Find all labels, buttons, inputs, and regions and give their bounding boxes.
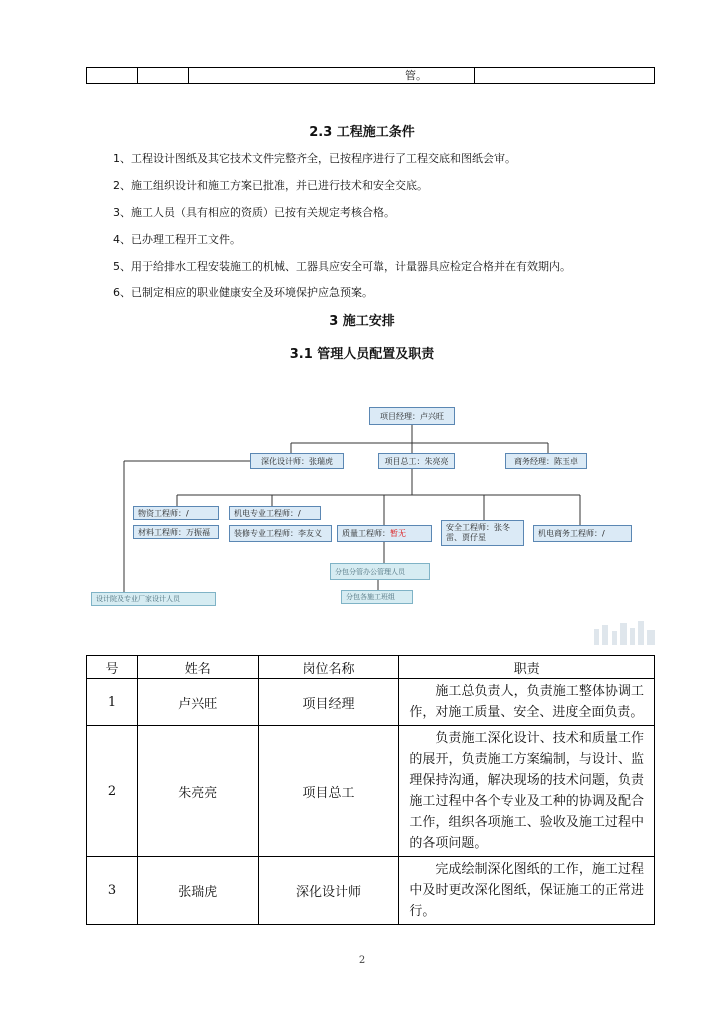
- header-no: 号: [87, 656, 138, 679]
- org-chief-engineer: 项目总工：朱亮亮: [378, 453, 455, 469]
- org-mep-business-engineer: 机电商务工程师：/: [533, 525, 632, 542]
- table-cell-text: 管。: [405, 69, 427, 82]
- row-name: 朱亮亮: [137, 726, 258, 857]
- header-name: 姓名: [137, 656, 258, 679]
- org-sub-construction: 分包各施工班组: [341, 590, 413, 604]
- row-no: 1: [87, 679, 138, 726]
- row-position: 项目经理: [258, 679, 399, 726]
- header-position: 岗位名称: [258, 656, 399, 679]
- staff-table: [86, 655, 655, 925]
- row-no: 2: [87, 726, 138, 857]
- section-3-1-title: 3.1 管理人员配置及职责: [289, 347, 435, 362]
- org-sub-management: 分包分管办公管理人员: [330, 563, 430, 580]
- page-number: 2: [358, 955, 366, 966]
- table-row: [87, 679, 655, 726]
- org-mep-engineer: 机电专业工程师：/: [229, 506, 321, 520]
- condition-item-6: 6、已制定相应的职业健康安全及环境保护应急预案。: [113, 286, 373, 299]
- row-position: 深化设计师: [258, 857, 399, 925]
- row-duty: 负责施工深化设计、技术和质量工作的展开，负责施工方案编制，与设计、监理保持沟通，解决现场的技术问题，负责施工过程中各个专业及工种的协调及配合工作，组织各项施工、验收及施工过程中的各项问题。: [399, 726, 655, 857]
- org-designer-staff: 设计院及专业厂家设计人员: [91, 592, 216, 606]
- header-duty: 职责: [399, 656, 655, 679]
- table-row: [87, 857, 655, 925]
- condition-item-2: 2、施工组织设计和施工方案已批准，并已进行技术和安全交底。: [113, 179, 428, 192]
- row-position: 项目总工: [258, 726, 399, 857]
- row-duty: 完成绘制深化图纸的工作，施工过程中及时更改深化图纸，保证施工的正常进行。: [399, 857, 655, 925]
- table-row: [87, 726, 655, 857]
- org-business-manager: 商务经理：陈玉卓: [505, 453, 587, 469]
- org-quality-engineer: [337, 525, 432, 542]
- org-material-engineer-2: 材料工程师：万振福: [133, 525, 219, 539]
- org-safety-engineer: 安全工程师：张冬雷、贾仔星: [441, 520, 524, 546]
- org-material-engineer: 物资工程师：/: [133, 506, 219, 520]
- org-decoration-engineer: 装修专业工程师：李友义: [229, 525, 332, 542]
- org-project-manager: 项目经理：卢兴旺: [369, 407, 455, 425]
- condition-item-1: 1、工程设计图纸及其它技术文件完整齐全，已按程序进行了工程交底和图纸会审。: [113, 152, 516, 165]
- skyline-image: [590, 621, 658, 645]
- condition-item-3: 3、施工人员（具有相应的资质）已按有关规定考核合格。: [113, 206, 395, 219]
- quality-label: 质量工程师：: [342, 529, 390, 538]
- row-duty: 施工总负责人，负责施工整体协调工作，对施工质量、安全、进度全面负责。: [399, 679, 655, 726]
- row-no: 3: [87, 857, 138, 925]
- row-name: 卢兴旺: [137, 679, 258, 726]
- org-deep-design: 深化设计师：张瑞虎: [250, 453, 344, 469]
- section-2-3-title: 2.3 工程施工条件: [309, 125, 415, 140]
- quality-value: 暂无: [390, 529, 406, 538]
- row-name: 张瑞虎: [137, 857, 258, 925]
- table-header-row: [87, 656, 655, 679]
- section-3-title: 3 施工安排: [329, 314, 395, 329]
- condition-item-5: 5、用于给排水工程安装施工的机械、工器具应安全可靠，计量器具应检定合格并在有效期内。: [113, 260, 571, 273]
- condition-item-4: 4、已办理工程开工文件。: [113, 233, 241, 246]
